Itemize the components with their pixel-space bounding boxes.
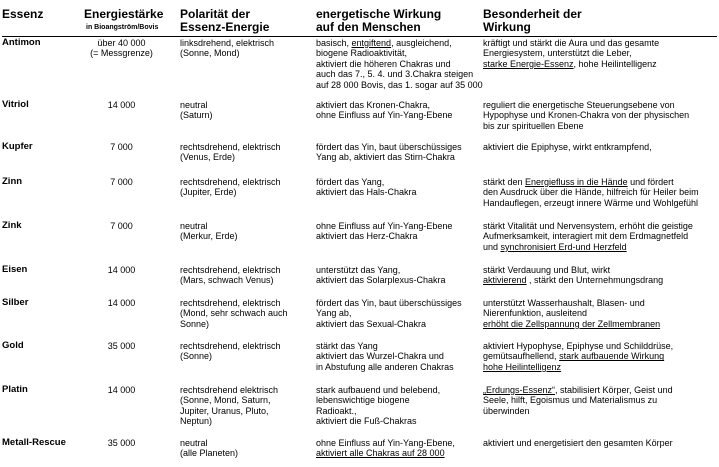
header-wirkung-line1: energetische Wirkung [316,7,442,21]
text-segment: in Abstufung alle anderen Chakras [316,361,454,372]
header-energie-unit: in Bioangström/Bovis [86,24,159,31]
energie-line: über 40 000 [97,38,146,48]
polaritaet-line: rechtsdrehend, elektrisch [180,265,281,275]
polaritaet-line: (Venus, Erde) [180,152,236,163]
text-segment: unterstützt das Yang, [316,265,401,275]
polaritaet-line: (Sonne, Mond) [180,48,240,59]
underlined-text: Energiefluss in die Hände [525,177,628,187]
text-segment: und [483,241,501,252]
text-segment: ohne Einfluss auf Yin-Yang-Ebene [316,110,453,121]
polaritaet-line: rechtsdrehend, elektrisch [180,298,281,308]
essenz-name: Gold [2,340,24,351]
table-header [0,0,719,36]
underlined-text: synchronisiert Erd-und Herzfeld [500,241,627,252]
polaritaet-cell [180,221,238,242]
polaritaet-line: Sonne) [180,318,210,329]
polaritaet-line: (Mond, sehr schwach auch [180,308,288,319]
wirkung-cell [316,100,452,121]
essenz-name: Silber [2,297,29,308]
text-segment: kräftigt und stärkt die Aura und das gesamte [483,38,660,48]
polaritaet-line: rechtsdrehend, elektrisch [180,341,281,351]
text-segment: , hohe Heilintelligenz [573,58,657,69]
energie-value [84,38,159,59]
wirkung-cell [316,142,462,163]
underlined-text: stark aufbauende Wirkung [559,351,665,362]
besonderheit-line [483,38,659,48]
besonderheit-line [483,385,673,395]
text-segment: aktiviert Hypophyse, Epiphyse und Schilddrüse, [483,341,674,351]
energie-value [84,142,159,152]
wirkung-line [316,341,454,351]
polaritaet-line: (Saturn) [180,110,213,121]
besonderheit-cell [483,221,693,252]
wirkung-cell [316,298,462,329]
besonderheit-line [483,187,699,197]
wirkung-line [316,308,462,318]
energie-value [84,100,159,110]
wirkung-line [316,100,452,110]
underlined-text: erhöht die Zellspannung der Zellmembranen [483,318,661,329]
polaritaet-cell [180,385,278,427]
text-segment: Seele, hilft, Egoismus und Materialismus zu [483,395,658,406]
text-segment: aktiviert das Hals-Chakra [316,187,417,198]
underlined-text: starke Energie-Essenz [483,58,574,69]
energie-value [84,177,159,187]
text-segment: stärkt den [483,177,526,187]
text-segment: reguliert die energetische Steuerungsebene von [483,100,675,110]
header-energie: Energiestärke [84,7,164,21]
polaritaet-cell [180,100,213,121]
besonderheit-line [483,406,673,416]
underlined-text: aktivierend [483,275,527,286]
polaritaet-cell [180,142,281,163]
wirkung-cell [316,38,483,90]
essenz-name: Vitriol [2,99,29,110]
polaritaet-line: linksdrehend, elektrisch [180,38,275,48]
wirkung-line [316,406,440,416]
text-segment: ohne Einfluss auf Yin-Yang-Ebene, [316,438,455,448]
text-segment: stark aufbauend und belebend, [316,385,441,395]
text-segment: überwinden [483,405,530,416]
polaritaet-line: Neptun) [180,416,213,427]
polaritaet-cell [180,298,288,329]
wirkung-line [316,38,483,48]
besonderheit-line [483,242,693,252]
text-segment: aktiviert das Herz-Chakra [316,231,418,242]
polaritaet-line: rechtsdrehend, elektrisch [180,177,281,187]
besonderheit-line [483,275,663,285]
header-besonderheit-line1: Besonderheit der [483,7,582,21]
energie-value [84,221,159,231]
essenz-name: Antimon [2,37,41,48]
text-segment: auch das 7., 5. 4. und 3.Chakra steigen [316,69,474,80]
energie-line: 14 000 [107,265,136,275]
text-segment: aktiviert das Kronen-Chakra, [316,100,431,110]
besonderheit-cell [483,438,673,448]
polaritaet-line: (Mars, schwach Venus) [180,275,274,286]
besonderheit-cell [483,177,699,208]
energie-line: 14 000 [107,298,136,308]
wirkung-cell [316,265,446,286]
wirkung-line [316,221,452,231]
text-segment: ohne Einfluss auf Yin-Yang-Ebene [316,221,453,231]
energie-line: 35 000 [107,341,136,351]
text-segment: , stabilisiert Körper, Geist und [555,385,673,395]
polaritaet-line: neutral [180,100,208,110]
underlined-text: entgiftend [351,38,392,48]
energie-line: 14 000 [107,385,136,395]
underlined-text: hohe Heilintelligenz [483,361,562,372]
header-besonderheit-line2: Wirkung [483,20,531,34]
text-segment: fördert das Yang, [316,177,385,187]
besonderheit-cell [483,341,673,372]
text-segment: aktiviert das Wurzel-Chakra und [316,351,444,362]
text-segment: aktiviert die Epiphyse, wirkt entkrampfend, [483,142,652,152]
besonderheit-line [483,142,652,152]
text-segment: Hypophyse und Kronen-Chakra von der physischen [483,110,690,121]
besonderheit-line [483,265,663,275]
text-segment: Aufmerksamkeit, interagiert mit dem Erdmagnetfeld [483,231,689,242]
text-segment: Handauflegen, erzeugt innere Wärme und Wohlgefühl [483,197,698,208]
text-segment: Energiesystem, unterstützt die Leber, [483,48,632,59]
polaritaet-line: (Sonne) [180,351,213,362]
wirkung-cell [316,177,417,198]
essenz-name: Zink [2,220,22,231]
essenz-name: Eisen [2,264,28,275]
besonderheit-cell [483,385,673,416]
polaritaet-line: (Jupiter, Erde) [180,187,237,198]
polaritaet-line: (alle Planeten) [180,448,239,459]
polaritaet-line: (Merkur, Erde) [180,231,238,242]
polaritaet-line: neutral [180,221,208,231]
besonderheit-line [483,221,693,231]
text-segment: gemütsaufhellend, [483,351,560,362]
besonderheit-line [483,100,689,110]
text-segment: bis zur spirituellen Ebene [483,120,584,131]
besonderheit-line [483,59,659,69]
wirkung-line [316,80,483,90]
header-divider [2,36,717,37]
energie-line: 7 000 [110,177,133,187]
wirkung-line [316,110,452,120]
besonderheit-line [483,198,699,208]
text-segment: fördert das Yin, baut überschüssiges [316,142,462,152]
essenz-name: Metall-Rescue [2,437,66,448]
energie-value [84,298,159,308]
wirkung-line [316,438,455,448]
header-wirkung-line2: auf den Menschen [316,20,421,34]
text-segment: biogene Radioaktivität, [316,48,408,59]
besonderheit-line [483,438,673,448]
text-segment: fördert das Yin, baut überschüssiges [316,298,462,308]
besonderheit-line [483,351,673,361]
text-segment: Yang ab, aktiviert das Stirn-Chakra [316,152,455,163]
header-polaritaet-line2: Essenz-Energie [180,20,270,34]
wirkung-line [316,275,446,285]
besonderheit-line [483,231,693,241]
wirkung-cell [316,221,452,242]
energie-line: 7 000 [110,221,133,231]
besonderheit-cell [483,298,660,329]
energie-line: 14 000 [107,100,136,110]
essenz-name: Kupfer [2,141,33,152]
besonderheit-line [483,298,660,308]
polaritaet-cell [180,341,281,362]
energie-value [84,341,159,351]
besonderheit-line [483,319,660,329]
energie-value [84,438,159,448]
text-segment: stärkt Vitalität und Nervensystem, erhöht die geistige [483,221,693,231]
text-segment: stärkt Verdauung und Blut, wirkt [483,265,611,275]
besonderheit-line [483,48,659,58]
wirkung-line [316,351,454,361]
wirkung-line [316,298,462,308]
polaritaet-line: rechtsdrehend elektrisch [180,385,279,395]
text-segment: Nierenfunktion, ausleitend [483,308,588,319]
polaritaet-cell [180,265,281,286]
besonderheit-line [483,341,673,351]
wirkung-line [316,362,454,372]
text-segment: auf 28 000 Bovis, das 1. sogar auf 35 000 [316,79,483,90]
text-segment: lebenswichtige biogene [316,395,410,406]
wirkung-line [316,142,462,152]
wirkung-cell [316,385,440,427]
underlined-text: aktiviert alle Chakras auf 28 000 [316,448,445,459]
header-essenz: Essenz [2,7,44,21]
besonderheit-cell [483,38,659,69]
text-segment: aktiviert und energetisiert den gesamten Körper [483,438,673,448]
wirkung-line [316,416,440,426]
text-segment: , ausgleichend, [391,38,452,48]
wirkung-line [316,231,452,241]
energie-line: 7 000 [110,142,133,152]
wirkung-cell [316,438,455,459]
text-segment: Yang ab, [316,308,352,319]
text-segment: den Ausdruck über die Hände, hilfreich für Heiler beim [483,187,699,198]
wirkung-line [316,152,462,162]
text-segment: unterstützt Wasserhaushalt, Blasen- und [483,298,645,308]
wirkung-line [316,385,440,395]
besonderheit-line [483,308,660,318]
polaritaet-cell [180,38,274,59]
polaritaet-cell [180,438,238,459]
text-segment: aktiviert das Sexual-Chakra [316,318,427,329]
energie-value [84,265,159,275]
text-segment: aktiviert die höheren Chakras und [316,58,451,69]
besonderheit-line [483,110,689,120]
energie-line: (= Messgrenze) [90,48,153,59]
besonderheit-line [483,121,689,131]
text-segment: stärkt das Yang [316,341,378,351]
text-segment: , stärkt den Unternehmungsdrang [526,275,664,286]
text-segment: aktiviert das Solarplexus-Chakra [316,275,446,286]
essenz-name: Zinn [2,176,23,187]
polaritaet-line: Jupiter, Uranus, Pluto, [180,405,269,416]
polaritaet-line: rechtsdrehend, elektrisch [180,142,281,152]
polaritaet-line: (Sonne, Mond, Saturn, [180,395,271,406]
besonderheit-cell [483,100,689,131]
wirkung-cell [316,341,454,372]
wirkung-line [316,448,455,458]
besonderheit-line [483,395,673,405]
wirkung-line [316,395,440,405]
wirkung-line [316,59,483,69]
wirkung-line [316,187,417,197]
energie-line: 35 000 [107,438,136,448]
text-segment: und fördert [627,177,674,187]
wirkung-line [316,319,462,329]
wirkung-line [316,265,446,275]
wirkung-line [316,48,483,58]
polaritaet-cell [180,177,281,198]
besonderheit-cell [483,142,652,152]
besonderheit-cell [483,265,663,286]
wirkung-line [316,177,417,187]
besonderheit-line [483,362,673,372]
text-segment: aktiviert die Fuß-Chakras [316,416,417,427]
besonderheit-line [483,177,699,187]
text-segment: Radioakt., [316,405,357,416]
essenz-name: Platin [2,384,28,395]
polaritaet-line: neutral [180,438,208,448]
wirkung-line [316,69,483,79]
text-segment: basisch, [316,38,352,48]
header-polaritaet-line1: Polarität der [180,7,251,21]
energie-value [84,385,159,395]
underlined-text: „Erdungs-Essenz“ [483,385,556,395]
